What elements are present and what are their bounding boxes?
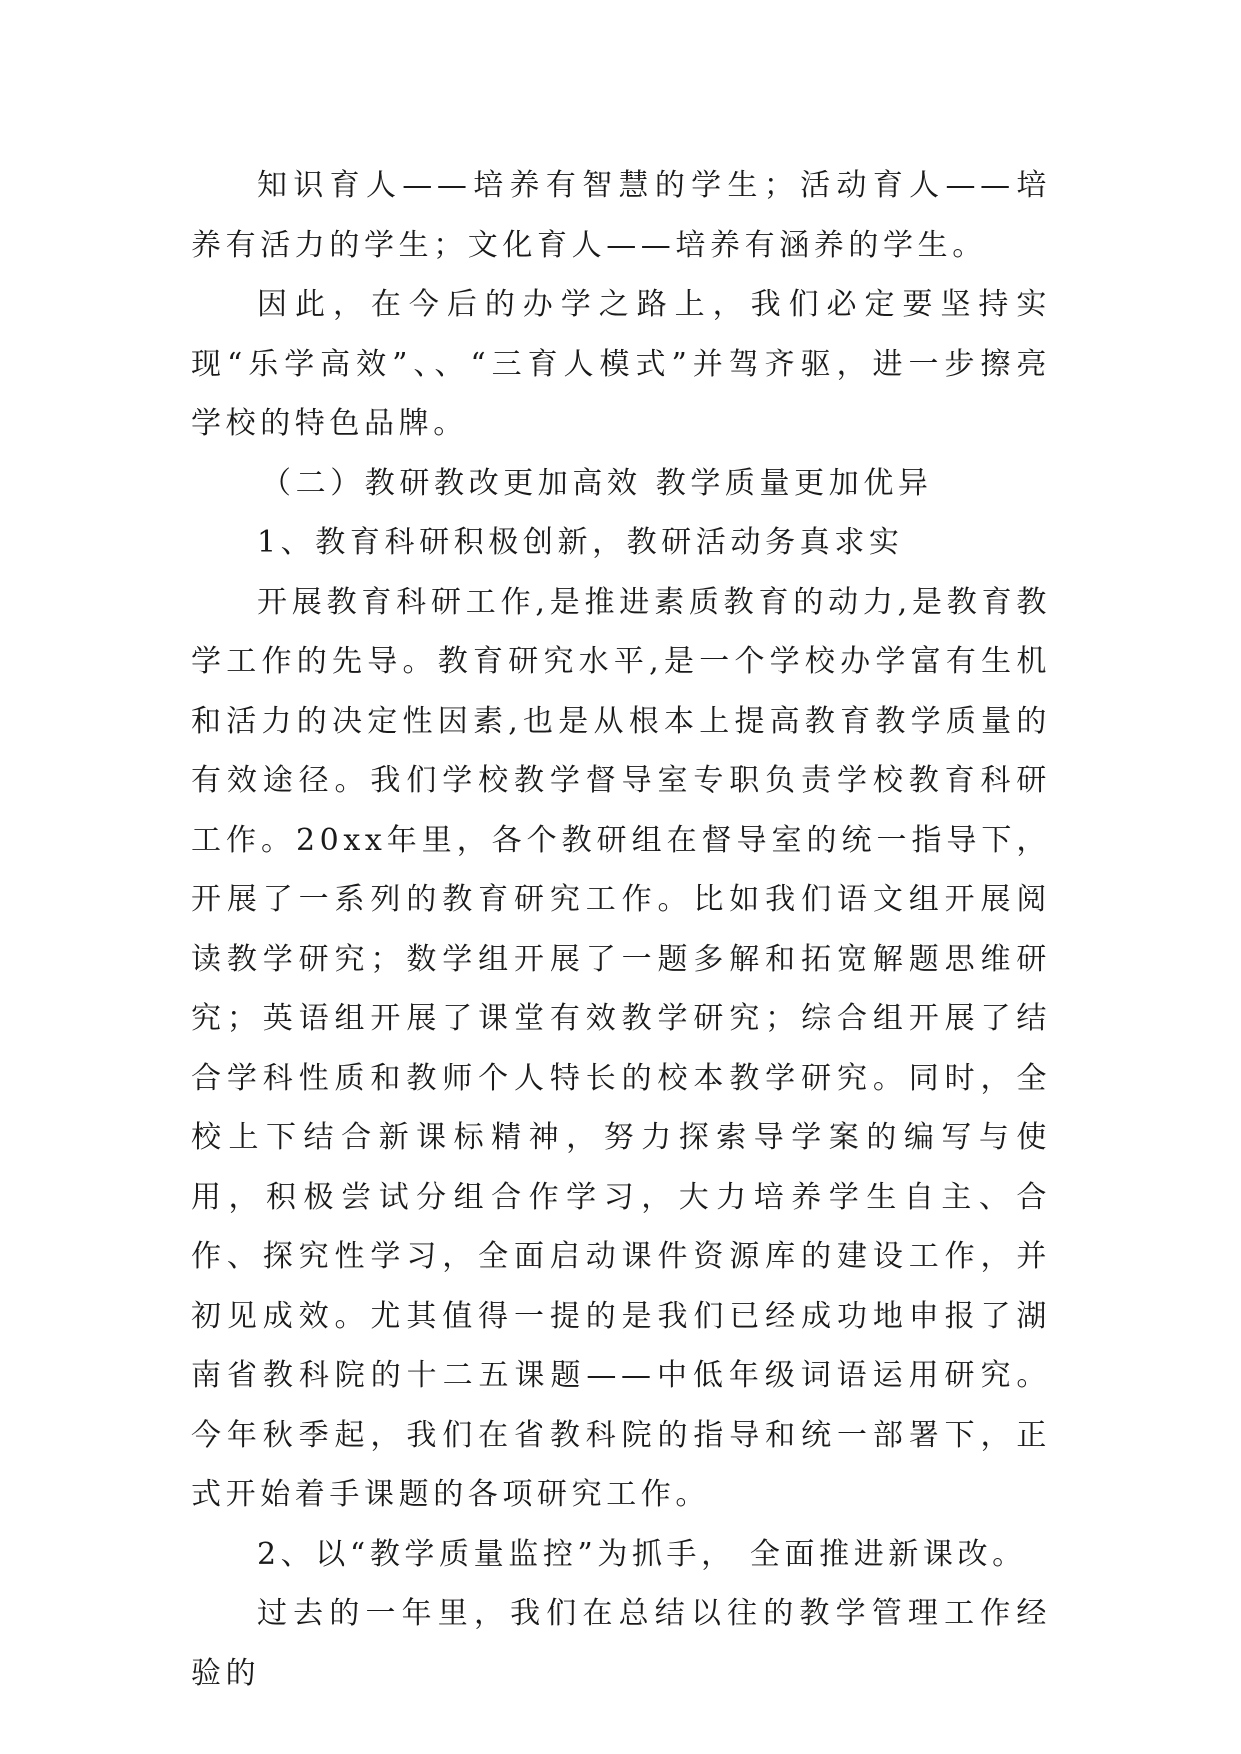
paragraph-past-year: 过去的一年里，我们在总结以往的教学管理工作经验的 [191,1596,1051,1691]
document-body [191,156,1051,1703]
paragraph-three-education-modes: 知识育人——培养有智慧的学生；活动育人——培养有活力的学生；文化育人——培养有涵养的学生。 [191,168,1051,263]
subheading-research-innovation: 1、教育科研积极创新，教研活动务真求实 [257,525,904,560]
section-heading-teaching-research: （二）教研教改更加高效 教学质量更加优异 [261,465,933,501]
subheading-quality-monitoring: 2、以“教学质量监控”为抓手， 全面推进新课改。 [257,1536,1027,1572]
paragraph-research-work: 开展教育科研工作,是推进素质教育的动力,是教育教学工作的先导。教育研究水平,是一个学校办学富有生机和活力的决定性因素,也是从根本上提高教育教学质量的有效途径。我们学校教学督导室专职负责学校教育科研工作。20xx年里，各个教研组在督导室的统一指导下，开展了一系列的教育研究工作。比如我们语文组开展阅读教学研究；数学组开展了一题多解和拓宽解题思维研究；英语组开展了课堂有效教学研究；综合组开展了结合学科性质和教师个人特长的校本教学研究。同时，全校上下结合新课标精神，努力探索导学案的编写与使用，积极尝试分组合作学习，大力培养学生自主、合作、探究性学习，全面启动课件资源库的建设工作，并初见成效。尤其值得一提的是我们已经成功地申报了湖南省教科院的十二五课题——中低年级词语运用研究。今年秋季起，我们在省教科院的指导和统一部署下，正式开始着手课题的各项研究工作。 [191,584,1051,1512]
paragraph-school-brand: 因此，在今后的办学之路上，我们必定要坚持实现“乐学高效”、、“三育人模式”并驾齐驱，进一步擦亮学校的特色品牌。 [191,287,1051,441]
